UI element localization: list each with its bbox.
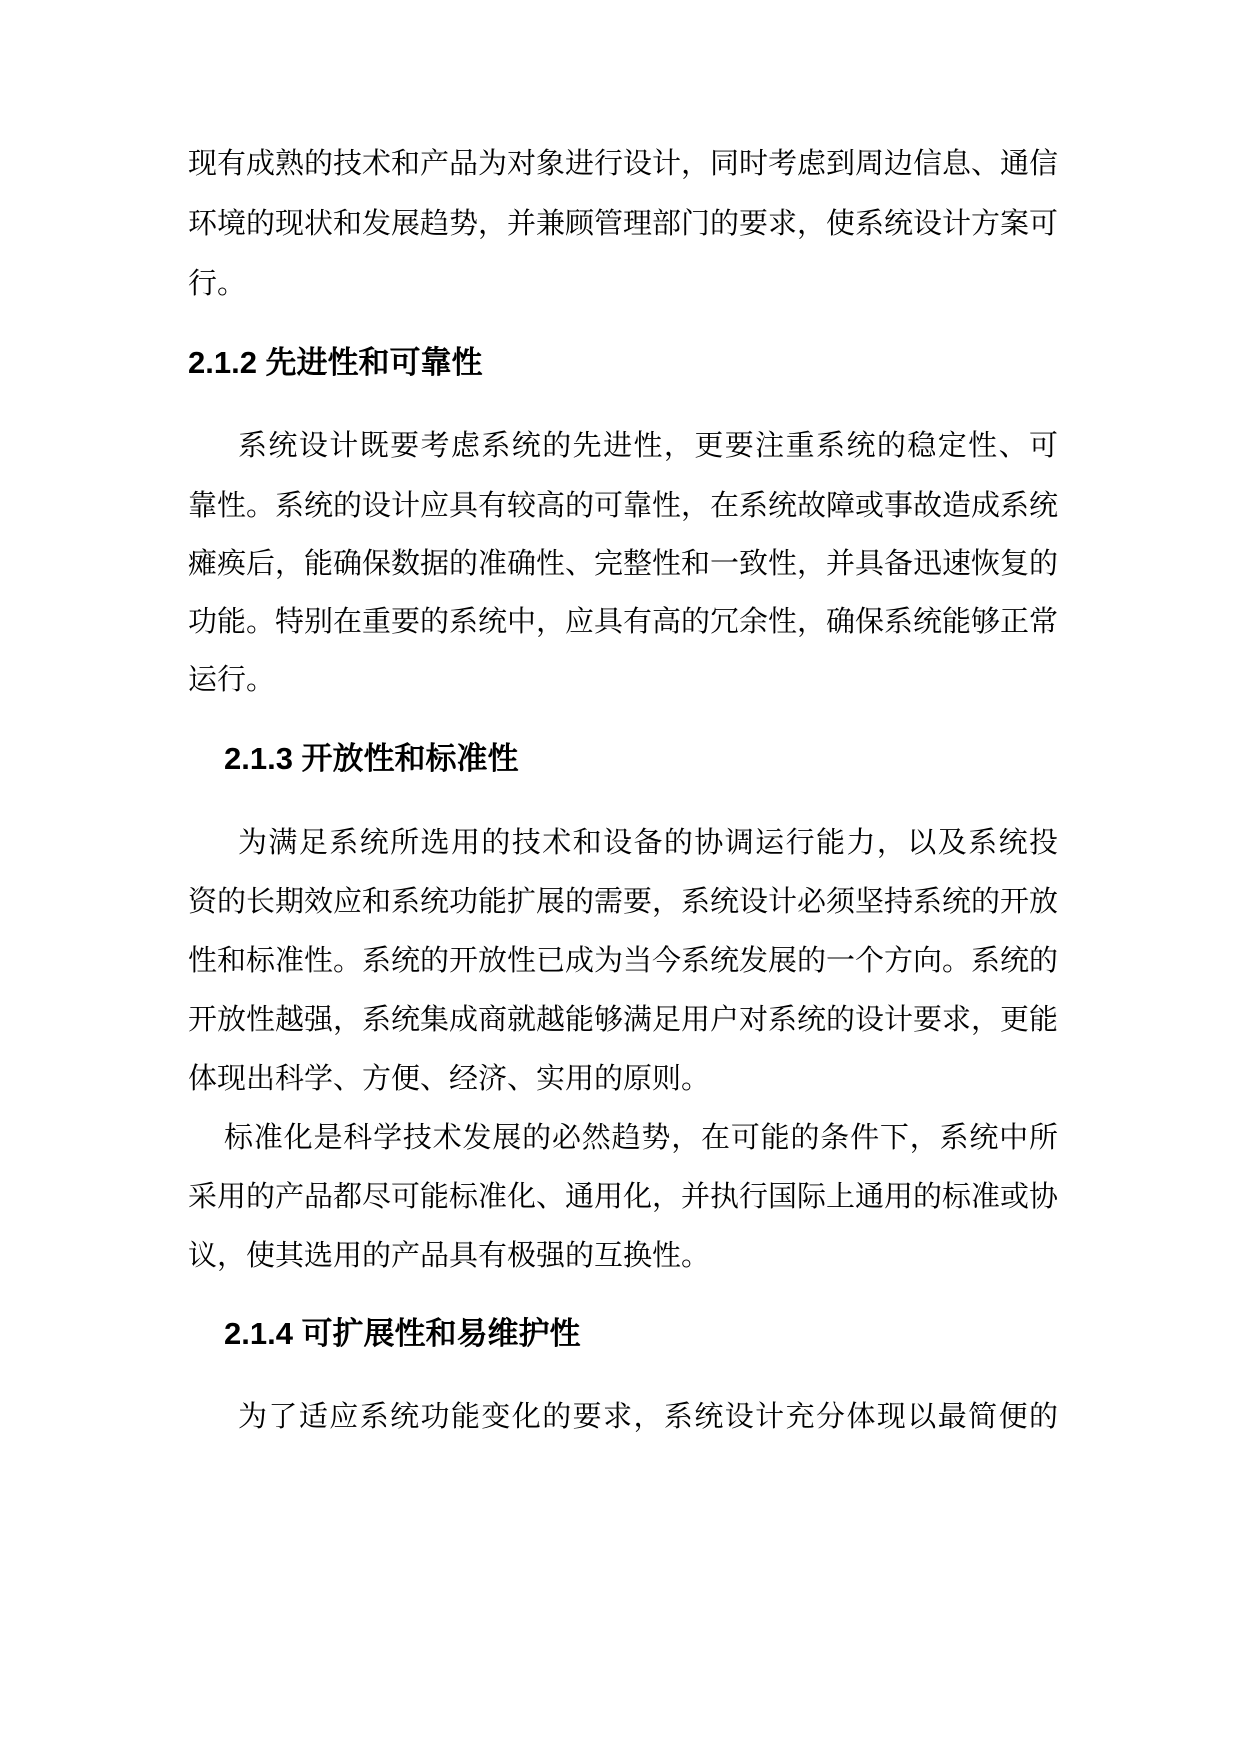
paragraph-line: 开放性越强，系统集成商就越能够满足用户对系统的设计要求，更能 [188,1002,1059,1036]
section-heading: 2.1.3 开放性和标准性 [224,741,519,776]
paragraph-line: 现有成熟的技术和产品为对象进行设计，同时考虑到周边信息、通信 [188,146,1059,180]
paragraph-line: 采用的产品都尽可能标准化、通用化，并执行国际上通用的标准或协 [188,1179,1059,1213]
paragraph-line: 行。 [188,266,247,300]
paragraph-line: 议，使其选用的产品具有极强的互换性。 [188,1238,711,1272]
section-heading: 2.1.2 先进性和可靠性 [188,345,483,380]
paragraph-line: 运行。 [188,662,276,696]
paragraph-line: 体现出科学、方便、经济、实用的原则。 [188,1061,711,1095]
paragraph-line: 性和标准性。系统的开放性已成为当今系统发展的一个方向。系统的 [188,943,1059,977]
paragraph-line: 瘫痪后，能确保数据的准确性、完整性和一致性，并具备迅速恢复的 [188,546,1059,580]
paragraph-line: 资的长期效应和系统功能扩展的需要，系统设计必须坚持系统的开放 [188,884,1059,918]
paragraph-line: 系统设计既要考虑系统的先进性，更要注重系统的稳定性、可 [238,428,1058,462]
paragraph-line: 为满足系统所选用的技术和设备的协调运行能力，以及系统投 [238,825,1058,859]
paragraph-line: 环境的现状和发展趋势，并兼顾管理部门的要求，使系统设计方案可 [188,206,1059,240]
paragraph-line: 为了适应系统功能变化的要求，系统设计充分体现以最简便的 [238,1399,1058,1433]
paragraph-line: 标准化是科学技术发展的必然趋势，在可能的条件下，系统中所 [224,1120,1058,1154]
paragraph-line: 靠性。系统的设计应具有较高的可靠性，在系统故障或事故造成系统 [188,488,1059,522]
section-heading: 2.1.4 可扩展性和易维护性 [224,1316,581,1351]
paragraph-line: 功能。特别在重要的系统中，应具有高的冗余性，确保系统能够正常 [188,604,1059,638]
